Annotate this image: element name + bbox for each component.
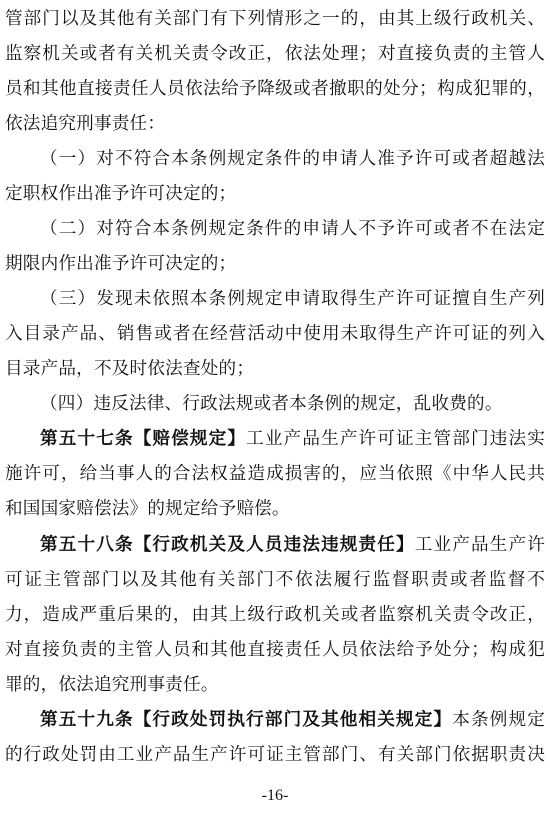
- text-line: 对直接负责的主管人员和其他直接责任人员依法给予处分；构成犯: [5, 640, 545, 660]
- text-line: （二）对符合本条例规定条件的申请人不予许可或者不在法定: [40, 219, 545, 239]
- article-heading: 第五十八条【行政机关及人员违法违规责任】: [40, 534, 415, 555]
- text-line: 依法追究刑事责任：: [5, 114, 166, 134]
- text-span: 工业产品生产许: [414, 535, 545, 555]
- text-line: 期限内作出准予许可决定的；: [5, 254, 237, 274]
- text-line: 的行政处罚由工业产品生产许可证主管部门、有关部门依据职责决: [5, 745, 545, 765]
- text-line: （三）发现未依照本条例规定申请取得生产许可证擅自生产列: [40, 289, 545, 309]
- text-line: 力，造成严重后果的，由其上级行政机关或者监察机关责令改正，: [5, 605, 545, 625]
- article-58-first-line: [40, 533, 545, 557]
- article-57-first-line: [40, 427, 545, 451]
- text-line: 管部门以及其他有关部门有下列情形之一的，由其上级行政机关、: [5, 9, 545, 29]
- text-line: 定职权作出准予许可决定的；: [5, 184, 237, 204]
- text-line: 罪的，依法追究刑事责任。: [5, 675, 219, 695]
- article-heading: 第五十七条【赔偿规定】: [40, 428, 247, 449]
- text-line: （四）违反法律、行政法规或者本条例的规定，乱收费的。: [40, 394, 503, 414]
- text-span: 本条例规定: [452, 710, 545, 730]
- text-line: 可证主管部门以及其他有关部门不依法履行监督职责或者监督不: [5, 570, 545, 590]
- article-59-first-line: [40, 708, 545, 732]
- text-line: 施许可，给当事人的合法权益造成损害的，应当依照《中华人民共: [5, 464, 545, 484]
- text-line: 和国国家赔偿法》的规定给予赔偿。: [5, 499, 290, 519]
- text-line: 监察机关或者有关机关责令改正，依法处理；对直接负责的主管人: [5, 44, 545, 64]
- text-span: 工业产品生产许可证主管部门违法实: [246, 429, 545, 449]
- text-line: 目录产品，不及时依法查处的；: [5, 359, 255, 379]
- text-line: （一）对不符合本条例规定条件的申请人准予许可或者超越法: [40, 149, 545, 169]
- text-line: 入目录产品、销售或者在经营活动中使用未取得生产许可证的列入: [5, 324, 545, 344]
- page-number: -16-: [261, 787, 289, 804]
- text-line: 员和其他直接责任人员依法给予降级或者撤职的处分；构成犯罪的，: [5, 79, 545, 99]
- article-heading: 第五十九条【行政处罚执行部门及其他相关规定】: [40, 709, 453, 730]
